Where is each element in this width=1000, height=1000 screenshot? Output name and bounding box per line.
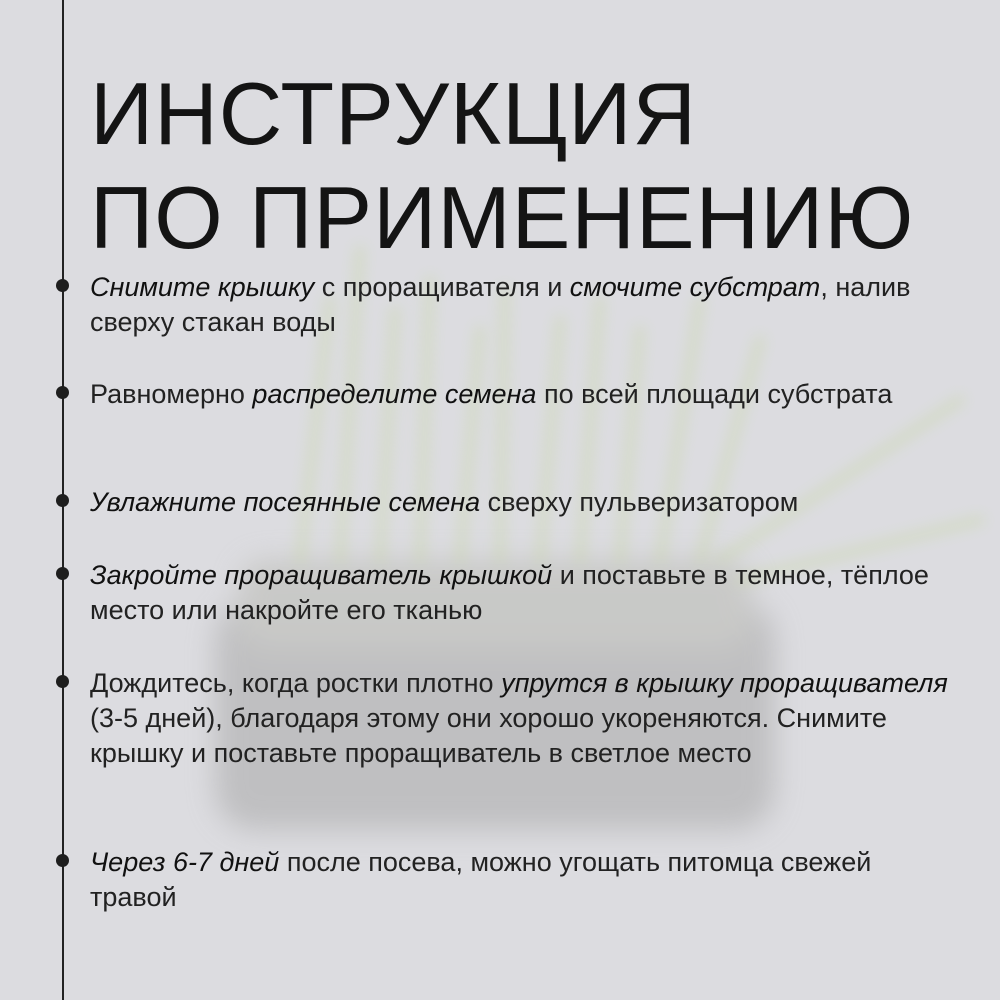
step-text [90, 377, 950, 412]
step-emphasis: Закройте проращиватель крышкой [90, 560, 553, 590]
step-plain: и поставьте в темное, тёплое место или накройте его тканью [90, 560, 929, 625]
bullet-dot-icon [56, 854, 69, 867]
title-line-2: ПО ПРИМЕНЕНИЮ [90, 168, 915, 267]
step-text [90, 666, 950, 771]
title-line-1: ИНСТРУКЦИЯ [90, 64, 698, 163]
bullet-dot-icon [56, 675, 69, 688]
bullet-dot-icon [56, 567, 69, 580]
bullet-dot-icon [56, 386, 69, 399]
step-plain: , налив сверху стакан воды [90, 272, 911, 337]
step-emphasis: упрутся в крышку проращивателя [501, 668, 948, 698]
step-emphasis: Снимите крышку [90, 272, 315, 302]
step-emphasis: распределите семена [252, 379, 537, 409]
step-plain: с проращивателя и [314, 272, 570, 302]
step-emphasis: Через 6-7 дней [90, 847, 280, 877]
step-plain: сверху пульверизатором [480, 487, 799, 517]
bullet-dot-icon [56, 494, 69, 507]
step-text [90, 558, 950, 628]
page-title [90, 62, 914, 270]
step-text [90, 485, 950, 520]
step-plain: Равномерно [90, 379, 253, 409]
step-plain: после посева, можно угощать питомца свежей травой [90, 847, 872, 912]
step-plain: (3-5 дней), благодаря этому они хорошо укореняются. Снимите крышку и поставьте проращиватель в светлое место [90, 703, 887, 768]
bullet-dot-icon [56, 279, 69, 292]
step-emphasis: Увлажните посеянные семена [90, 487, 481, 517]
step-plain: Дождитесь, когда ростки плотно [90, 668, 502, 698]
step-text [90, 270, 950, 340]
step-text [90, 845, 950, 915]
step-plain: по всей площади субстрата [536, 379, 893, 409]
step-emphasis: смочите субстрат [569, 272, 821, 302]
